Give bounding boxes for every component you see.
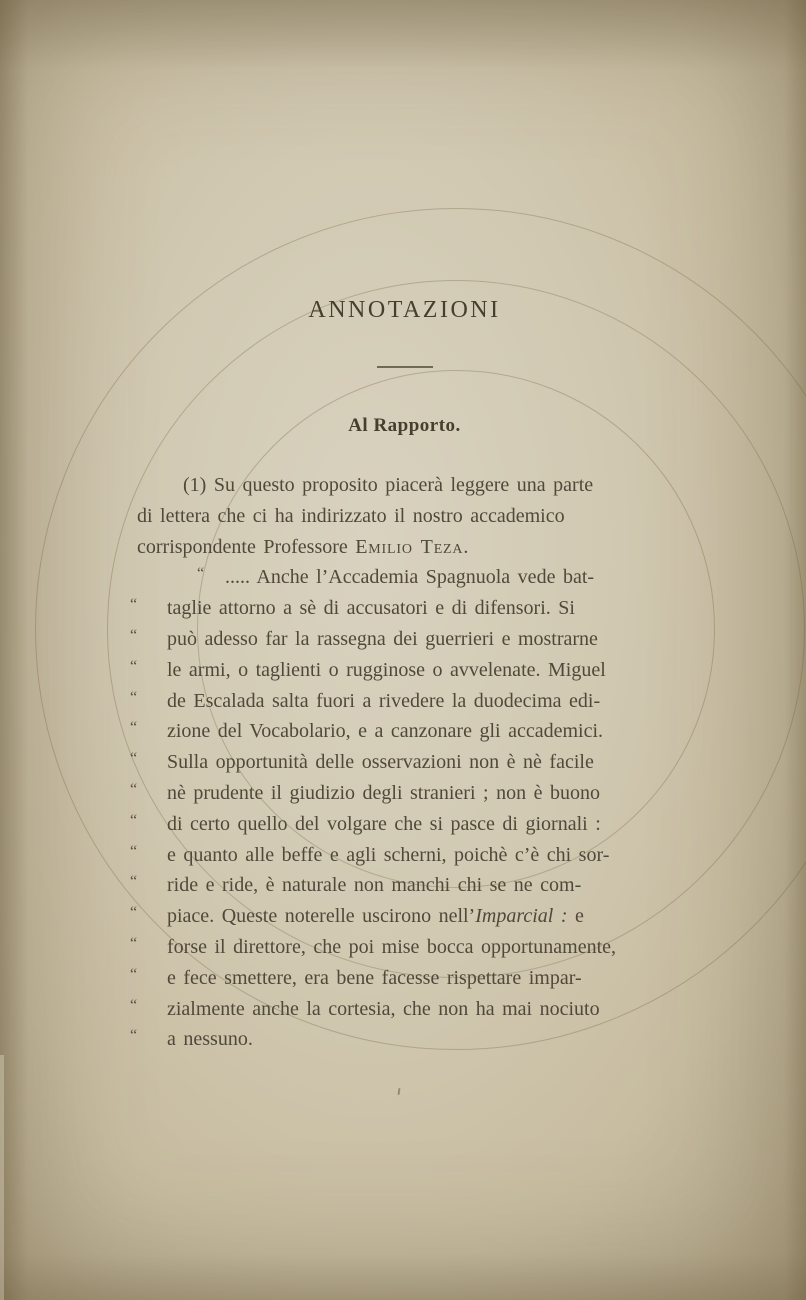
quote-mark: “ bbox=[130, 719, 137, 737]
quote-line bbox=[130, 747, 672, 778]
quote-line bbox=[130, 624, 672, 655]
quote-mark: “ bbox=[130, 596, 137, 614]
quote-text: nè prudente il giudizio degli stranieri ; non è buono bbox=[167, 781, 600, 804]
quote-line bbox=[130, 932, 672, 963]
quote-line bbox=[130, 809, 672, 840]
note-paragraph bbox=[130, 470, 672, 1055]
page-edge bbox=[0, 1055, 4, 1300]
quote-text-italic: Imparcial : bbox=[475, 905, 568, 928]
quote-mark: “ bbox=[130, 1027, 137, 1045]
ink-speck bbox=[398, 1088, 401, 1095]
quote-line bbox=[130, 994, 672, 1025]
quote-text: taglie attorno a sè di accusatori e di difensori. Si bbox=[167, 597, 575, 620]
quote-line bbox=[130, 840, 672, 871]
quote-text: Sulla opportunità delle osservazioni non è nè facile bbox=[167, 751, 594, 774]
quote-mark: “ bbox=[130, 750, 137, 768]
quote-text: zialmente anche la cortesia, che non ha mai nociuto bbox=[167, 997, 600, 1020]
intro-text: corrispondente Professore bbox=[137, 535, 356, 558]
note-intro-line bbox=[137, 470, 672, 501]
quote-text: zione del Vocabolario, e a canzonare gli accademici. bbox=[167, 720, 603, 743]
note-intro-line bbox=[137, 532, 672, 563]
quote-line bbox=[130, 686, 672, 717]
page-title: ANNOTAZIONI bbox=[308, 297, 501, 323]
quote-text: le armi, o taglienti o rugginose o avvelenate. Miguel bbox=[167, 658, 606, 681]
note-intro-line bbox=[137, 501, 672, 532]
quote-mark: “ bbox=[130, 873, 137, 891]
quote-text: e quanto alle beffe e agli scherni, poichè c’è chi sor- bbox=[167, 843, 610, 866]
quote-text: ..... Anche l’Accademia Spagnuola vede bat- bbox=[225, 566, 595, 589]
quote-mark: “ bbox=[130, 842, 137, 860]
quote-line bbox=[130, 901, 672, 932]
quote-text: può adesso far la rassegna dei guerrieri e mostrarne bbox=[167, 627, 598, 650]
quote-mark: “ bbox=[130, 657, 137, 675]
quote-line bbox=[130, 593, 672, 624]
quote-text: e fece smettere, era bene facesse rispettare impar- bbox=[167, 966, 582, 989]
intro-text: . bbox=[463, 535, 469, 558]
quote-mark: “ bbox=[130, 688, 137, 706]
quote-line bbox=[130, 870, 672, 901]
quote-line bbox=[130, 716, 672, 747]
section-divider bbox=[377, 366, 433, 368]
quote-text: e bbox=[567, 905, 584, 928]
quote-text: ride e ride, è naturale non manchi chi se ne com- bbox=[167, 874, 582, 897]
quote-text: a nessuno. bbox=[167, 1028, 253, 1051]
quote-line bbox=[130, 778, 672, 809]
quote-mark: “ bbox=[130, 811, 137, 829]
small-caps-name: Emilio Teza bbox=[355, 535, 464, 558]
quote-line bbox=[137, 562, 672, 593]
quote-line bbox=[130, 655, 672, 686]
quote-text: de Escalada salta fuori a rivedere la duodecima edi- bbox=[167, 689, 601, 712]
quote-mark: “ bbox=[130, 996, 137, 1014]
quote-mark: “ bbox=[130, 965, 137, 983]
quote-mark: “ bbox=[130, 626, 137, 644]
section-heading: Al Rapporto. bbox=[348, 415, 461, 436]
quote-mark: “ bbox=[197, 565, 204, 583]
quote-mark: “ bbox=[130, 780, 137, 798]
quote-mark: “ bbox=[130, 904, 137, 922]
quote-line bbox=[130, 963, 672, 994]
quote-mark: “ bbox=[130, 934, 137, 952]
quote-text: forse il direttore, che poi mise bocca opportunamente, bbox=[167, 935, 617, 958]
intro-text: (1) Su questo proposito piacerà leggere una parte bbox=[183, 474, 594, 496]
quote-text: di certo quello del volgare che si pasce di giornali : bbox=[167, 812, 601, 835]
quote-text: piace. Queste noterelle uscirono nell’ bbox=[167, 905, 476, 928]
quote-line bbox=[130, 1024, 672, 1055]
intro-text: di lettera che ci ha indirizzato il nostro accademico bbox=[137, 504, 565, 527]
